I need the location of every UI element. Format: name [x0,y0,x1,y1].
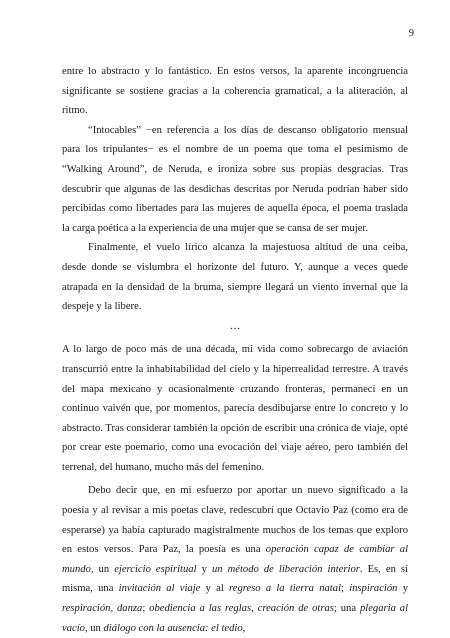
p5-italic: creación de otras [257,603,334,615]
body-text [62,62,408,638]
p5-italic: ejercicio espiritual [114,563,197,575]
p5-italic: regreso a la tierra natal [229,583,341,595]
p5-italic: un método de liberación interior [211,563,360,575]
p5-text: ; [142,603,150,615]
p5-italic: invitación al viaje [118,583,201,595]
p5-italic: obediencia a las reglas [149,603,252,615]
p5-italic: diálogo con la ausencia: el tedio, [103,622,246,634]
p5-italic: respiración, danza [62,603,143,615]
p5-text: Debo decir que, en mi esfuerzo por aportar un nuevo significado a la poesía y al revisar a mis poetas clave, redescubrí que Octavio Paz (como era de esperarse) ya había capturado magistralmente muchos de los temas que exploro en estos versos. Para Paz, la poesía es una [62,485,408,556]
paragraph-1: entre lo abstracto y lo fantástico. En estos versos, la aparente incongruencia significante se sostiene gracias a la coherencia gramatical, a la aliteración, al ritmo. [62,66,408,117]
p5-text: ; una [333,603,360,615]
p5-italic: operación capaz de cambiar al mundo [62,544,409,575]
paragraph-2: “Intocables” −en referencia a los días de descanso obligatorio mensual para los tripulantes− es el nombre de un poema que toma el pesimismo de “Walking Around”, de Neruda, e ironiza sobre sus propias desgracias. Tras descubrir que algunas de las desdichas descritas por Neruda podrían haber sido percibidas como libertades para las mujeres de aquella época, el poema traslada la carga poética a la experiencia de una mujer que se cansa de ser mujer. [62,124,408,234]
section-separator: … [229,320,241,332]
p5-text: ; [341,583,350,595]
p5-italic: inspiración [349,583,398,595]
p5-text: , un [84,622,104,634]
p5-italic: plegaria al vacío [62,603,409,634]
paragraph-5 [62,481,408,638]
p5-text: y [196,563,212,575]
p5-text: y al [200,583,230,595]
paragraph-3: Finalmente, el vuelo lírico alcanza la majestuosa altitud de una ceiba, desde donde se vislumbra el horizonte del futuro. Y, aunque a veces quede atrapada en la densidad de la bruma, siempre llegará un viento invernal que la despeje y la libere. [62,242,408,313]
p5-text: . Es, en sí misma, una [62,563,408,595]
page-number: 9 [408,28,414,39]
paragraph-4: A lo largo de poco más de una década, mi vida como sobrecargo de aviación transcurrió entre la inhabitabilidad del cielo y la hiperrealidad terrestre. A través del mapa mexicano y ocasionalmente cruzando fronteras, permanecí en un continuo vaivén que, por momentos, parecía desdibujarse entre lo concreto y lo abstracto. Tras considerar también la opción de escribir una crónica de viaje, opté por crear este poemario, como una evocación del viaje aéreo, pero también del terrenal, del humano, mucho más del femenino. [62,344,408,473]
p5-text: y [397,583,408,595]
p5-text: , [251,603,258,615]
p5-text: , un [90,563,115,575]
